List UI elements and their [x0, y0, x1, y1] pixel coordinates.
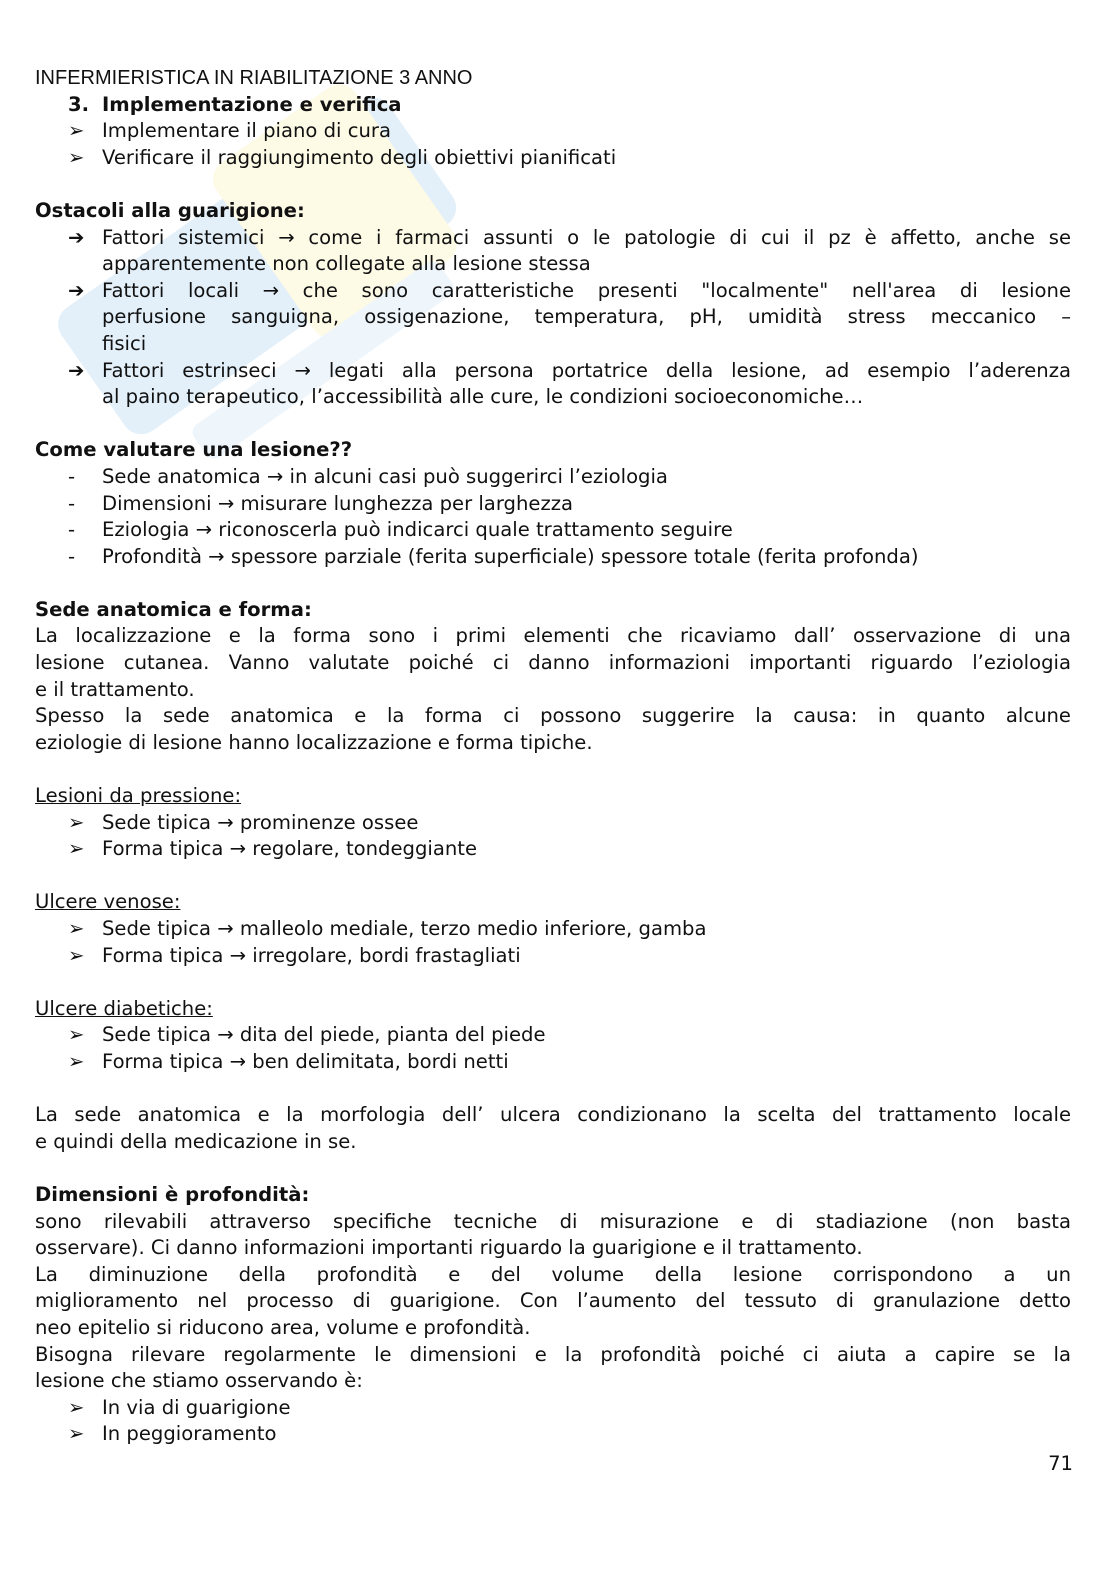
line-text: In via di guarigione	[102, 1395, 291, 1419]
arrow-bullet-item	[35, 225, 1071, 278]
line-text: Implementazione e verifica	[102, 92, 402, 116]
chevron-bullet-icon: ➢	[68, 1023, 85, 1047]
line-text: Forma tipica → irregolare, bordi frastagliati	[102, 943, 521, 967]
line-text: Fattori locali → che sono caratteristiche presenti "localmente" nell'area di lesione	[102, 278, 1071, 302]
line-text: al paino terapeutico, l’accessibilità alle cure, le condizioni socioeconomiche…	[102, 385, 864, 409]
paragraph	[35, 1102, 1071, 1155]
bullet-item	[35, 1022, 1071, 1049]
line-text: lesione che stiamo osservando è:	[35, 1369, 363, 1393]
number-marker: 3.	[68, 92, 90, 116]
section-heading	[35, 597, 1071, 624]
paragraph	[35, 1262, 1071, 1342]
dash-list-item	[35, 464, 1071, 491]
numbered-heading	[35, 92, 1071, 119]
line-text: e il trattamento.	[35, 677, 195, 701]
line-text: Dimensioni → misurare lunghezza per larghezza	[102, 491, 574, 515]
line-text: lesione cutanea. Vanno valutate poiché ci danno informazioni importanti riguardo l’eziologia	[35, 651, 1071, 675]
bullet-item	[35, 810, 1071, 837]
chevron-bullet-icon: ➢	[68, 1049, 85, 1073]
document-header: INFERMIERISTICA IN RIABILITAZIONE 3 ANNO	[35, 67, 473, 89]
chevron-bullet-icon: ➢	[68, 145, 85, 169]
blank-line	[35, 171, 1071, 198]
chevron-bullet-icon: ➢	[68, 837, 85, 861]
section-heading	[35, 198, 1071, 225]
bullet-item	[35, 1395, 1071, 1422]
paragraph	[35, 623, 1071, 703]
line-text: neo epitelio si riducono area, volume e profondità.	[35, 1315, 531, 1339]
dash-list-item	[35, 544, 1071, 571]
line-text: eziologie di lesione hanno localizzazione e forma tipiche.	[35, 730, 593, 754]
line-text: Forma tipica → regolare, tondeggiante	[102, 837, 478, 861]
dash-list-item	[35, 517, 1071, 544]
line-text: apparentemente non collegate alla lesione stessa	[102, 252, 591, 276]
subsection-heading	[35, 996, 1071, 1023]
line-text: Sede tipica → malleolo mediale, terzo medio inferiore, gamba	[102, 917, 707, 940]
line-text: In peggioramento	[102, 1422, 277, 1446]
line-text: osservare). Ci danno informazioni importanti riguardo la guarigione e il trattamento.	[35, 1236, 863, 1260]
line-text: fisici	[102, 331, 147, 355]
line-text: Eziologia → riconoscerla può indicarci quale trattamento seguire	[102, 518, 733, 542]
line-text: Sede anatomica e forma:	[35, 597, 312, 621]
subsection-heading	[35, 889, 1071, 916]
blank-line	[35, 756, 1071, 783]
line-text: Fattori estrinseci → legati alla persona portatrice della lesione, ad esempio l’aderenza	[102, 358, 1071, 382]
dash-bullet-icon: -	[68, 464, 76, 488]
chevron-bullet-icon: ➢	[68, 1395, 85, 1419]
blank-line	[35, 411, 1071, 438]
bullet-item	[35, 118, 1071, 145]
bullet-item	[35, 836, 1071, 863]
arrow-bullet-icon: ➔	[68, 278, 85, 302]
line-text: La localizzazione e la forma sono i primi elementi che ricaviamo dall’ osservazione di una	[35, 624, 1071, 648]
chevron-bullet-icon: ➢	[68, 1422, 85, 1446]
section-heading	[35, 437, 1071, 464]
arrow-bullet-item	[35, 278, 1071, 358]
line-text: Bisogna rilevare regolarmente le dimensioni e la profondità poiché ci aiuta a capire se la	[35, 1342, 1071, 1366]
line-text: Lesioni da pressione:	[35, 784, 242, 808]
chevron-bullet-icon: ➢	[68, 810, 85, 834]
line-text: sono rilevabili attraverso specifiche tecniche di misurazione e di stadiazione (non basta	[35, 1209, 1071, 1233]
line-text: La sede anatomica e la morfologia dell’ ulcera condizionano la scelta del trattamento locale	[35, 1103, 1071, 1127]
line-text: e quindi della medicazione in se.	[35, 1129, 357, 1153]
bullet-item	[35, 1421, 1071, 1448]
line-text: Sede anatomica → in alcuni casi può suggerirci l’eziologia	[102, 464, 668, 488]
bullet-item	[35, 943, 1071, 970]
line-text: Profondità → spessore parziale (ferita superficiale) spessore totale (ferita profonda)	[102, 544, 919, 568]
dash-bullet-icon: -	[68, 491, 76, 515]
line-text: Dimensioni è profondità:	[35, 1182, 310, 1206]
page-number: 71	[1048, 1452, 1073, 1475]
dash-bullet-icon: -	[68, 544, 76, 568]
line-text: Ostacoli alla guarigione:	[35, 198, 305, 222]
line-text: Come valutare una lesione??	[35, 438, 353, 462]
chevron-bullet-icon: ➢	[68, 119, 85, 143]
dash-bullet-icon: -	[68, 518, 76, 542]
line-text: Forma tipica → ben delimitata, bordi netti	[102, 1049, 509, 1073]
arrow-bullet-icon: ➔	[68, 225, 85, 249]
bullet-item	[35, 916, 1071, 943]
blank-line	[35, 570, 1071, 597]
document-page	[35, 65, 1071, 1448]
paragraph	[35, 703, 1071, 756]
arrow-bullet-icon: ➔	[68, 358, 85, 382]
line-text: perfusione sanguigna, ossigenazione, temperatura, pH, umidità stress meccanico –	[102, 305, 1071, 329]
blank-line	[35, 1155, 1071, 1182]
dash-list-item	[35, 491, 1071, 518]
section-heading	[35, 1182, 1071, 1209]
blank-line	[35, 863, 1071, 890]
blank-line	[35, 969, 1071, 996]
chevron-bullet-icon: ➢	[68, 943, 85, 967]
bullet-item	[35, 1049, 1071, 1076]
line-text: Verificare il raggiungimento degli obiettivi pianificati	[102, 145, 617, 169]
line-text: La diminuzione della profondità e del volume della lesione corrispondono a un	[35, 1262, 1071, 1286]
line-text: miglioramento nel processo di guarigione. Con l’aumento del tessuto di granulazione detto	[35, 1289, 1071, 1313]
chevron-bullet-icon: ➢	[68, 917, 85, 940]
paragraph	[35, 1209, 1071, 1262]
subsection-heading	[35, 783, 1071, 810]
line-text: Fattori sistemici → come i farmaci assunti o le patologie di cui il pz è affetto, anche se	[102, 225, 1071, 249]
blank-line	[35, 1076, 1071, 1103]
line-text: Spesso la sede anatomica e la forma ci possono suggerire la causa: in quanto alcune	[35, 704, 1071, 728]
line-text: Ulcere venose:	[35, 890, 181, 914]
arrow-bullet-item	[35, 358, 1071, 411]
line-text: Sede tipica → prominenze ossee	[102, 810, 419, 834]
bullet-item	[35, 145, 1071, 172]
line-text: Sede tipica → dita del piede, pianta del piede	[102, 1023, 546, 1047]
line-text: Implementare il piano di cura	[102, 119, 391, 143]
line-text: Ulcere diabetiche:	[35, 996, 213, 1020]
paragraph	[35, 1342, 1071, 1395]
